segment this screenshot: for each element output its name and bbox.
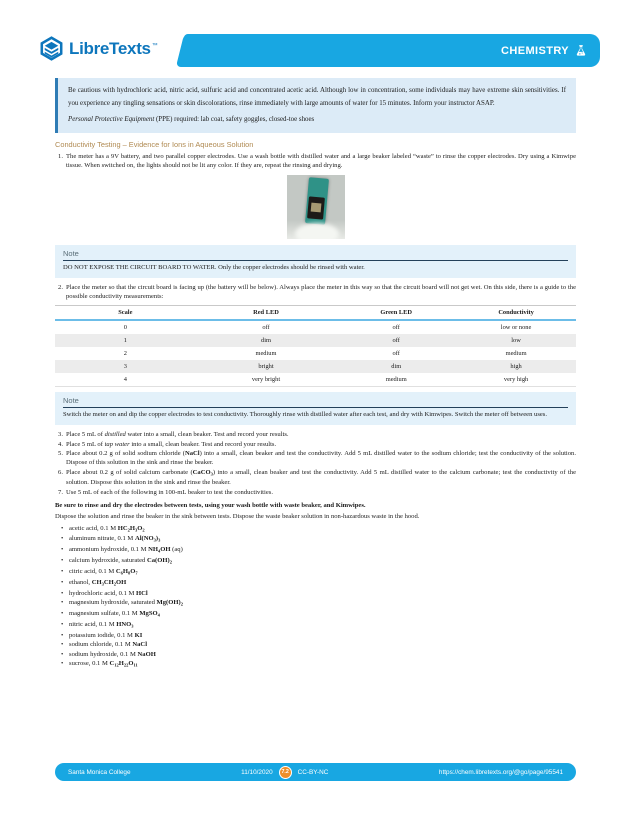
table-cell: off bbox=[392, 337, 400, 344]
disposal-text: Dispose the solution and rinse the beaker in the sink between tests. Dispose the waste beaker solution in non-hazardous waste in the hood. bbox=[55, 512, 420, 520]
table-column-header: Scale bbox=[118, 309, 133, 316]
table-cell: 3 bbox=[123, 363, 127, 370]
procedure-step bbox=[55, 449, 576, 467]
chemical-list-item: • magnesium sulfate, 0.1 M MgSO$_4$ bbox=[61, 609, 576, 620]
procedure-step bbox=[55, 488, 576, 497]
table-cell: very bright bbox=[251, 376, 281, 383]
step-number: 7. bbox=[58, 488, 63, 496]
table-column-header: Conductivity bbox=[498, 309, 534, 316]
chemical-list-item: • sodium chloride, 0.1 M NaCl bbox=[61, 640, 576, 649]
steps-group-3 bbox=[55, 430, 576, 497]
ppe-italic: Personal Protective Equipment bbox=[68, 116, 155, 123]
subject-label: CHEMISTRY bbox=[501, 44, 569, 57]
table-column-header: Green LED bbox=[380, 309, 413, 316]
chemical-list-item: • nitric acid, 0.1 M $HNO_3$ bbox=[61, 620, 576, 631]
steps-group-2 bbox=[55, 283, 576, 301]
table-row bbox=[55, 360, 576, 373]
steps-group-1 bbox=[55, 152, 576, 170]
table-cell: low bbox=[511, 337, 521, 344]
table-cell: 0 bbox=[123, 324, 127, 331]
conductivity-meter-photo bbox=[287, 175, 345, 239]
table-cell: medium bbox=[385, 376, 407, 383]
step-text: Place about 0.2 g of solid calcium carbonate (CaCO$_3$) into a small, clean beaker and test the conductivity. Add 5 mL distilled water to the calcium carbonate; test the conductivity of the solution. Dispose this solution in the sink and rinse the beaker. bbox=[66, 468, 576, 486]
note-title: Note bbox=[63, 396, 568, 408]
chemical-list bbox=[61, 524, 576, 671]
chemical-list-item: • hydrochloric acid, 0.1 M HCl bbox=[61, 589, 576, 598]
table-cell: off bbox=[392, 324, 400, 331]
chemical-list-item: • aluminum nitrate, 0.1 M $Al(NO_3)_3$ bbox=[61, 534, 576, 545]
table-row bbox=[55, 347, 576, 360]
libretexts-logo-icon bbox=[38, 35, 65, 62]
caution-text: Be cautious with hydrochloric acid, nitric acid, sulfuric acid and concentrated acetic acid. Although low in concentration, some individuals may have extreme skin sensitivities. If you experience any tingling sensations or skin discolorations, rinse immediately with large amounts of water for 15 minutes. Inform your instructor ASAP. bbox=[68, 87, 566, 107]
page-header bbox=[38, 34, 600, 68]
table-cell: medium bbox=[505, 350, 527, 357]
chemical-list-item: • citric acid, 0.1 M $C_6H_8O_7$ bbox=[61, 567, 576, 578]
table-column-header: Red LED bbox=[253, 309, 279, 316]
procedure-step bbox=[55, 468, 576, 488]
note-box-2 bbox=[55, 392, 576, 425]
procedure-step bbox=[55, 283, 576, 301]
ppe-text: Personal Protective Equipment (PPE) required: lab coat, safety goggles, closed-toe shoes bbox=[68, 116, 315, 123]
chemical-list-item: • sucrose, 0.1 M $C_{12}H_{22}O_{11}$ bbox=[61, 659, 576, 670]
step-number: 5. bbox=[58, 450, 63, 457]
table-cell: low or none bbox=[500, 324, 532, 331]
table-cell: 2 bbox=[123, 350, 127, 357]
table-row bbox=[55, 320, 576, 334]
table-cell: dim bbox=[391, 363, 402, 370]
step-text: Place 5 mL of tap water into a small, clean beaker. Test and record your results. bbox=[66, 440, 277, 448]
footer-url-link[interactable]: https://chem.libretexts.org/@go/page/95541 bbox=[438, 768, 563, 776]
table-cell: 4 bbox=[123, 376, 127, 383]
chemical-list-item: • acetic acid, 0.1 M $HC_2H_3O_2$ bbox=[61, 524, 576, 535]
step-text: Place the meter so that the circuit board is facing up (the battery will be below). Always place the meter in this way so that the circuit board will not get wet. On this side, there is a guide to the possible conductivity measurements: bbox=[66, 284, 576, 300]
procedure-step bbox=[55, 152, 576, 170]
flask-icon bbox=[574, 44, 588, 58]
footer-date: 11/10/2020 bbox=[241, 768, 273, 776]
note-body: Switch the meter on and dip the copper electrodes to test conductivity. Thoroughly rinse with distilled water after each test, and dry with Kimwipes. Switch the meter off between uses. bbox=[63, 411, 548, 418]
section-title: Conductivity Testing – Evidence for Ions in Aqueous Solution bbox=[55, 140, 254, 149]
footer-college: Santa Monica College bbox=[68, 768, 131, 776]
chemical-list-item: • magnesium hydroxide, saturated $Mg(OH)_2$ bbox=[61, 598, 576, 609]
step-text: Use 5 mL of each of the following in 100-mL beaker to test the conductivities. bbox=[66, 488, 273, 496]
document-body bbox=[55, 78, 576, 670]
step-text: Place about 0.2 g of solid sodium chloride (NaCl) into a small, clean beaker and test the conductivity. Add 5 mL distilled water to the sodium chloride; test the conductivity of the solution. Dispose of this solution in the sink and rinse the beaker. bbox=[66, 450, 576, 466]
table-cell: dim bbox=[261, 337, 271, 344]
note-title: Note bbox=[63, 249, 568, 261]
table-cell: 1 bbox=[123, 337, 127, 344]
step-number: 4. bbox=[58, 440, 63, 448]
meter-battery bbox=[307, 196, 325, 219]
conductivity-table bbox=[55, 305, 576, 387]
caution-box bbox=[55, 78, 576, 133]
note-box-1 bbox=[55, 245, 576, 278]
footer-bar bbox=[55, 763, 576, 781]
procedure-step bbox=[55, 430, 576, 439]
chemical-list-item: • calcium hydroxide, saturated $Ca(OH)_2$ bbox=[61, 556, 576, 567]
table-cell: medium bbox=[255, 350, 277, 357]
chemical-list-item: • ethanol, $CH_3CH_2OH$ bbox=[61, 578, 576, 589]
table-row bbox=[55, 334, 576, 347]
footer-license: CC-BY-NC bbox=[297, 768, 329, 776]
page-number-badge[interactable]: 7.2 bbox=[279, 766, 292, 779]
table-header-row bbox=[55, 306, 576, 321]
step-number: 1. bbox=[58, 153, 63, 160]
table-row bbox=[55, 373, 576, 387]
trademark-symbol: ™ bbox=[151, 43, 158, 50]
note-body: DO NOT EXPOSE THE CIRCUIT BOARD TO WATER. Only the copper electrodes should be rinsed with water. bbox=[63, 264, 365, 271]
step-number: 2. bbox=[58, 284, 63, 291]
chemical-list-item: • sodium hydroxide, 0.1 M NaOH bbox=[61, 650, 576, 659]
table-cell: off bbox=[262, 324, 270, 331]
step-number: 6. bbox=[58, 468, 63, 476]
table-cell: bright bbox=[258, 363, 274, 370]
chemical-list-item: • potassium iodide, 0.1 M KI bbox=[61, 631, 576, 640]
rinse-warning-text: Be sure to rinse and dry the electrodes between tests, using your wash bottle with waste beaker, and Kimwipes. bbox=[55, 501, 366, 509]
table-cell: off bbox=[392, 350, 400, 357]
logo-wordmark: LibreTexts bbox=[69, 38, 151, 58]
libretexts-logo[interactable] bbox=[38, 35, 158, 62]
subject-banner bbox=[184, 34, 600, 67]
step-text: The meter has a 9V battery, and two parallel copper electrodes. Use a wash bottle with distilled water and a large beaker labeled “waste” to rinse the copper electrodes. Dry using a Kimwipe tissue. When switched on, the lights should not be lit any color. If they are, repeat the rinsing and drying. bbox=[66, 153, 576, 169]
procedure-step bbox=[55, 440, 576, 449]
step-number: 3. bbox=[58, 431, 63, 438]
chemical-list-item: • ammonium hydroxide, 0.1 M $NH_4OH$ (aq) bbox=[61, 545, 576, 556]
table-cell: high bbox=[510, 363, 522, 370]
step-text: Place 5 mL of distilled water into a small, clean beaker. Test and record your results. bbox=[66, 431, 289, 438]
figure-container bbox=[55, 175, 576, 239]
table-cell: very high bbox=[503, 376, 529, 383]
